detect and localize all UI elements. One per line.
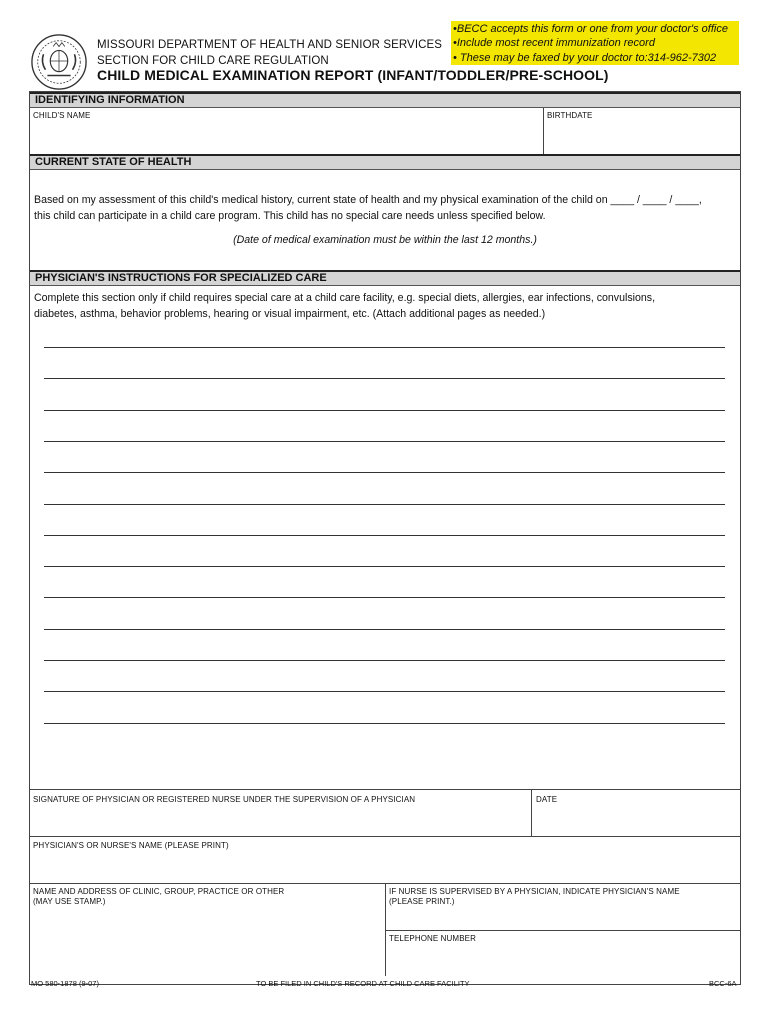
- date-label: DATE: [536, 795, 558, 804]
- clinic-label-line-2: (MAY USE STAMP.): [33, 897, 106, 906]
- instructions-write-line[interactable]: [44, 629, 725, 630]
- health-statement-line-2: this child can participate in a child care program. This child has no special care needs unless specified below.: [34, 210, 546, 222]
- clinic-address-field[interactable]: [30, 884, 384, 976]
- form-code: BCC-6A: [709, 979, 737, 988]
- highlight-notes: [451, 21, 739, 65]
- telephone-field[interactable]: [386, 931, 740, 976]
- section-heading-instructions: PHYSICIAN'S INSTRUCTIONS FOR SPECIALIZED CARE: [30, 270, 740, 286]
- filing-note: TO BE FILED IN CHILD'S RECORD AT CHILD CARE FACILITY: [256, 979, 470, 988]
- exam-date-note: (Date of medical examination must be within the last 12 months.): [233, 234, 537, 246]
- birthdate-field[interactable]: [544, 108, 740, 154]
- child-name-field[interactable]: [30, 108, 542, 154]
- telephone-label: TELEPHONE NUMBER: [389, 934, 476, 943]
- physician-name-field[interactable]: [30, 837, 740, 883]
- instructions-write-line[interactable]: [44, 660, 725, 661]
- birthdate-label: BIRTHDATE: [547, 111, 593, 120]
- instructions-line-1: Complete this section only if child requires special care at a child care facility, e.g. special diets, allergies, ear infections, convulsions,: [34, 292, 656, 304]
- instructions-write-line[interactable]: [44, 378, 725, 379]
- instructions-write-line[interactable]: [44, 535, 725, 536]
- supervising-physician-field[interactable]: [386, 884, 740, 930]
- physician-name-label: PHYSICIAN'S OR NURSE'S NAME (PLEASE PRINT): [33, 841, 229, 850]
- section-heading-identifying: IDENTIFYING INFORMATION: [30, 92, 740, 108]
- instructions-write-line[interactable]: [44, 410, 725, 411]
- supervising-label-line-2: (PLEASE PRINT.): [389, 897, 455, 906]
- instructions-write-line[interactable]: [44, 504, 725, 505]
- health-statement-line-1: Based on my assessment of this child's medical history, current state of health and my physical examination of the child on ____ / ____ / ____,: [34, 194, 702, 206]
- instructions-write-line[interactable]: [44, 723, 725, 724]
- instructions-write-line[interactable]: [44, 691, 725, 692]
- supervising-label-line-1: IF NURSE IS SUPERVISED BY A PHYSICIAN, INDICATE PHYSICIAN'S NAME: [389, 887, 680, 896]
- note-item: •BECC accepts this form or one from your doctor's office: [453, 23, 728, 35]
- agency-line-2: SECTION FOR CHILD CARE REGULATION: [97, 55, 329, 67]
- instructions-line-2: diabetes, asthma, behavior problems, hearing or visual impairment, etc. (Attach additional pages as needed.): [34, 308, 546, 320]
- agency-name: [97, 37, 442, 69]
- form-title: CHILD MEDICAL EXAMINATION REPORT (INFANT/TODDLER/PRE-SCHOOL): [97, 67, 609, 83]
- signature-field[interactable]: [30, 790, 530, 836]
- instructions-write-line[interactable]: [44, 597, 725, 598]
- date-field[interactable]: [532, 790, 740, 836]
- instructions-write-line[interactable]: [44, 347, 725, 348]
- agency-line-1: MISSOURI DEPARTMENT OF HEALTH AND SENIOR SERVICES: [97, 39, 443, 51]
- section-heading-health: CURRENT STATE OF HEALTH: [30, 154, 740, 170]
- note-item: • These may be faxed by your doctor to:314-962-7302: [453, 51, 717, 64]
- clinic-label-line-1: NAME AND ADDRESS OF CLINIC, GROUP, PRACTICE OR OTHER: [33, 887, 285, 896]
- missouri-state-seal-icon: [30, 33, 88, 91]
- child-name-label: CHILD'S NAME: [33, 111, 91, 120]
- signature-label: SIGNATURE OF PHYSICIAN OR REGISTERED NURSE UNDER THE SUPERVISION OF A PHYSICIAN: [33, 795, 416, 804]
- note-item: •Include most recent immunization record: [453, 37, 655, 50]
- form-number: MO 580-1878 (9-07): [31, 979, 99, 988]
- instructions-write-line[interactable]: [44, 472, 725, 473]
- instructions-write-line[interactable]: [44, 441, 725, 442]
- instructions-write-line[interactable]: [44, 566, 725, 567]
